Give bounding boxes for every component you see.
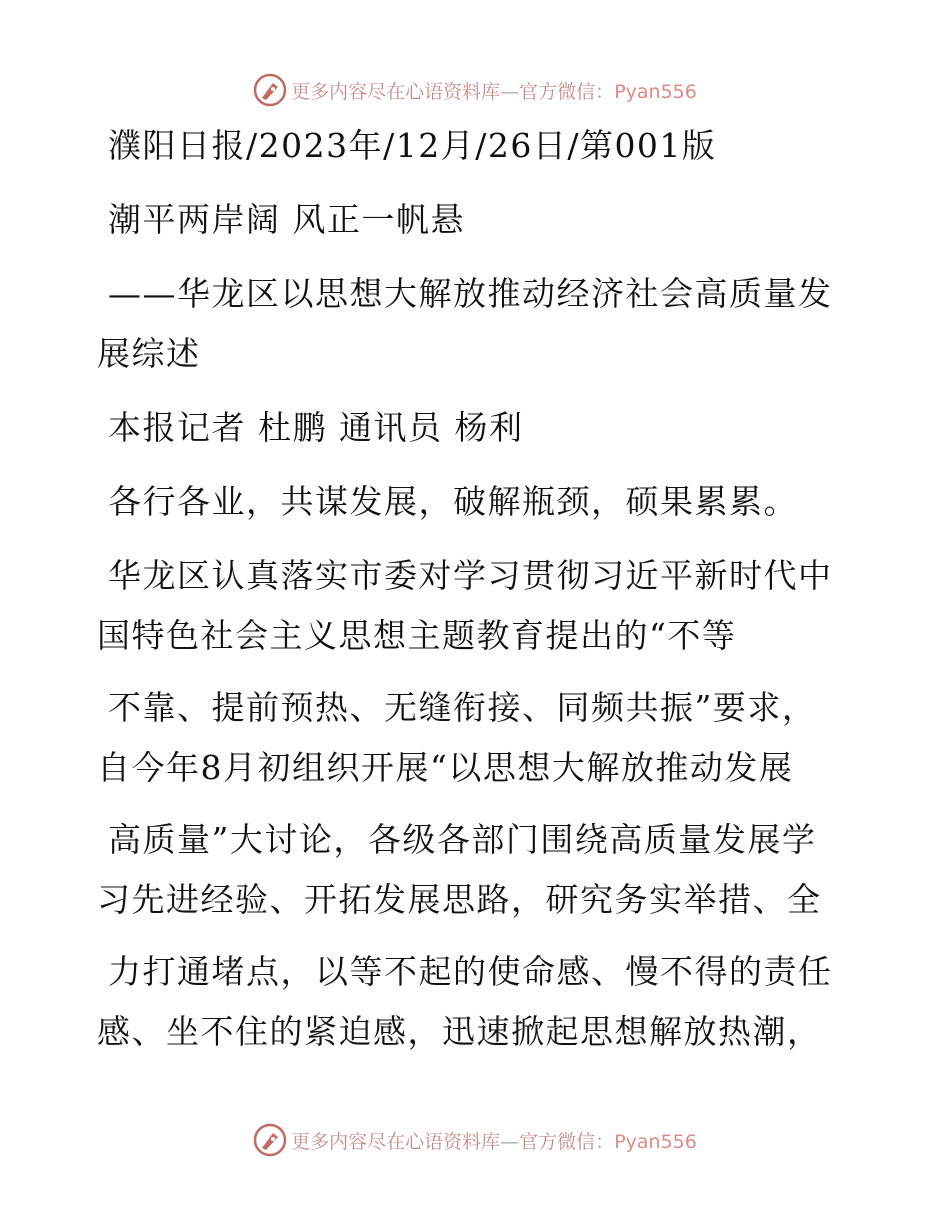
paragraph-line: 高质量”大讨论，各级各部门围绕高质量发展学 — [108, 820, 817, 859]
paragraph-line: 各行各业，共谋发展，破解瓶颈，硕果累累。 — [108, 482, 798, 521]
source-line: 濮阳日报/2023年/12月/26日/第001版 — [108, 126, 717, 165]
paragraph-line: 华龙区认真落实市委对学习贯彻习近平新时代中 — [108, 556, 833, 595]
paragraph-line: 感、坐不住的紧迫感，迅速掀起思想解放热潮， — [97, 1012, 822, 1051]
paragraph-line: 国特色社会主义思想主题教育提出的“不等 — [97, 616, 737, 655]
byline: 本报记者 杜鹏 通讯员 杨利 — [108, 408, 524, 447]
subtitle-line-2: 展综述 — [97, 334, 201, 373]
paragraph-line: 力打通堵点，以等不起的使命感、慢不得的责任 — [108, 952, 833, 991]
paragraph-line: 不靠、提前预热、无缝衔接、同频共振”要求， — [108, 688, 817, 727]
footer-watermark — [0, 1120, 950, 1160]
subtitle-line-1: ——华龙区以思想大解放推动经济社会高质量发 — [108, 274, 833, 313]
watermark-text: 更多内容尽在心语资料库—官方微信：Pyan556 — [291, 1130, 697, 1153]
pen-nib-logo-icon — [253, 1123, 287, 1157]
watermark-text: 更多内容尽在心语资料库—官方微信：Pyan556 — [291, 80, 697, 103]
paragraph-line: 习先进经验、开拓发展思路，研究务实举措、全 — [97, 880, 822, 919]
paragraph-line: 自今年8月初组织开展“以思想大解放推动发展 — [97, 748, 794, 787]
headline: 潮平两岸阔 风正一帆悬 — [108, 200, 465, 239]
